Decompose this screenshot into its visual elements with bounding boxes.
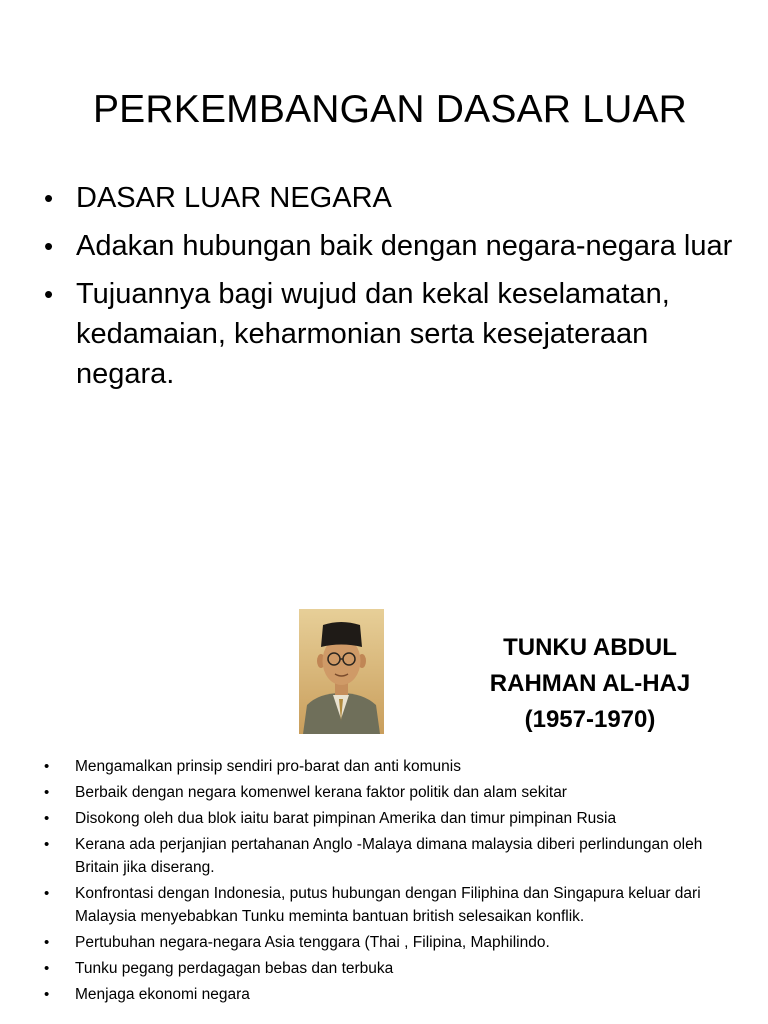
bullet-marker: • [44, 183, 54, 213]
main-bullet-text: Tujuannya bagi wujud dan kekal keselamatan, kedamaian, keharmonian serta kesejateraan negara. [76, 278, 670, 390]
policy-point [44, 931, 734, 954]
policy-point-text: Konfrontasi dengan Indonesia, putus hubungan dengan Filiphina dan Singapura keluar dari Malaysia menyebabkan Tunku meminta bantuan british selesaikan konflik. [75, 885, 701, 925]
main-bullet-text: DASAR LUAR NEGARA [76, 182, 392, 214]
main-bullet-item [44, 178, 734, 218]
policy-point [44, 781, 734, 804]
bullet-marker: • [44, 279, 54, 309]
bullet-marker: • [44, 836, 50, 853]
policy-point [44, 882, 734, 928]
portrait-image [299, 609, 384, 734]
bullet-marker: • [44, 810, 50, 827]
policy-point-text: Tunku pegang perdagagan bebas dan terbuka [75, 960, 394, 977]
slide-title: PERKEMBANGAN DASAR LUAR [92, 88, 688, 131]
person-years: (1957-1970) [524, 706, 656, 733]
policy-point-text: Berbaik dengan negara komenwel kerana faktor politik dan alam sekitar [75, 784, 567, 801]
bullet-marker: • [44, 986, 50, 1003]
policy-point-text: Menjaga ekonomi negara [75, 986, 250, 1003]
main-bullet-text: Adakan hubungan baik dengan negara-negara luar [76, 230, 733, 262]
policy-point [44, 833, 734, 879]
policy-point-text: Pertubuhan negara-negara Asia tenggara (Thai , Filipina, Maphilindo. [75, 934, 550, 951]
policy-point [44, 807, 734, 830]
policy-point-text: Kerana ada perjanjian pertahanan Anglo -Malaya dimana malaysia diberi perlindungan oleh Britain jika diserang. [75, 836, 703, 876]
main-bullet-item [44, 274, 734, 394]
bullet-marker: • [44, 960, 50, 977]
main-bullet-list [44, 178, 734, 402]
person-name-line: RAHMAN AL-HAJ [489, 670, 691, 697]
bullet-marker: • [44, 934, 50, 951]
policy-point [44, 755, 734, 778]
policy-point-text: Disokong oleh dua blok iaitu barat pimpinan Amerika dan timur pimpinan Rusia [75, 810, 617, 827]
bullet-marker: • [44, 885, 50, 902]
policy-point [44, 957, 734, 980]
policy-point-text: Mengamalkan prinsip sendiri pro-barat dan anti komunis [75, 758, 461, 775]
person-name-block [470, 630, 710, 738]
bullet-marker: • [44, 231, 54, 261]
policy-points-list [44, 755, 734, 1009]
bullet-marker: • [44, 758, 50, 775]
person-name-line: TUNKU ABDUL [503, 634, 677, 661]
main-bullet-item [44, 226, 734, 266]
policy-point [44, 983, 734, 1006]
bullet-marker: • [44, 784, 50, 801]
